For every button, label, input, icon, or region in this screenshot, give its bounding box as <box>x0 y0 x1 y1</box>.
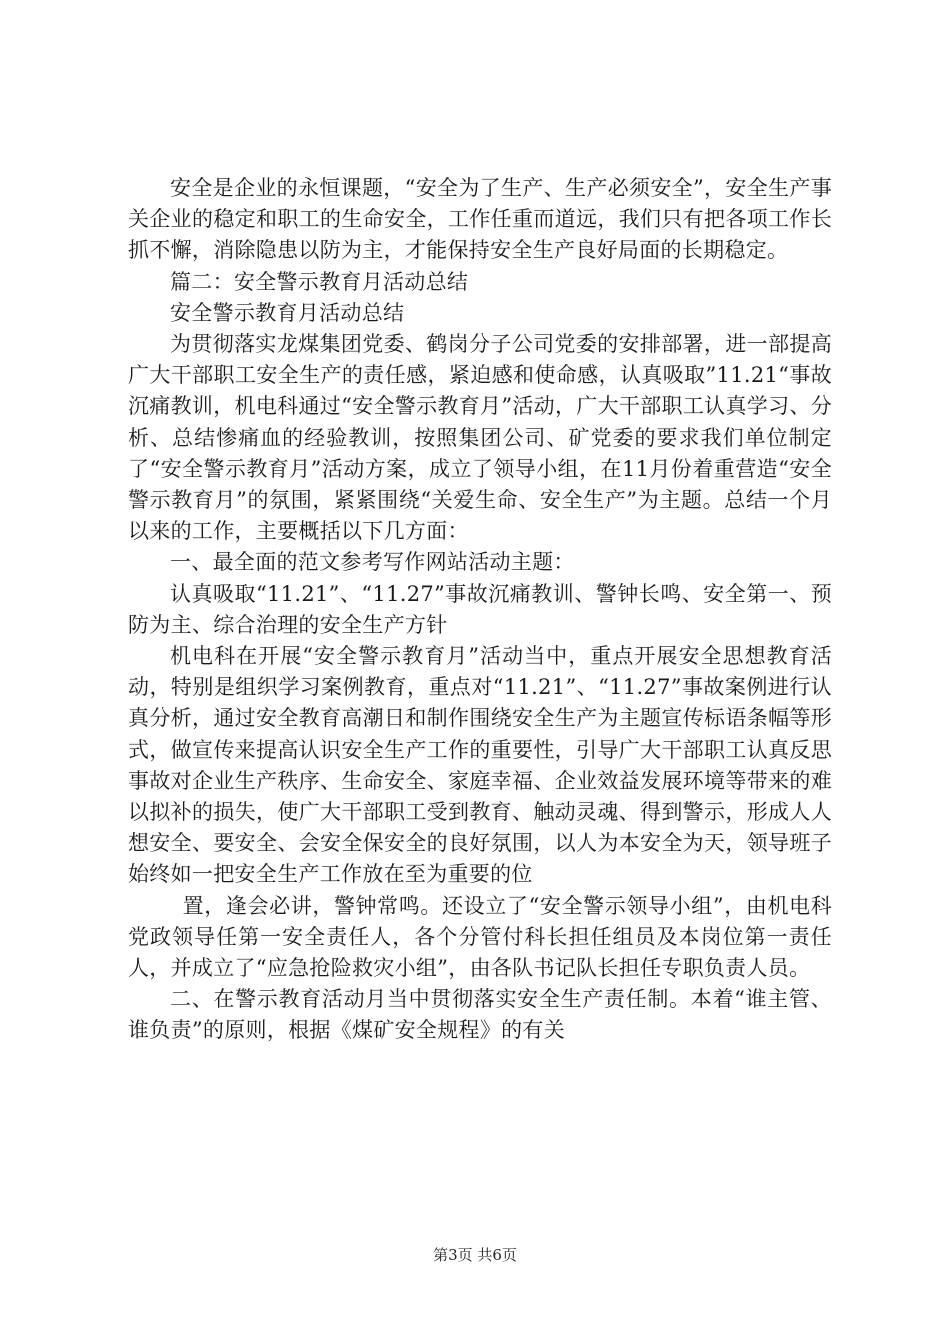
page-number: 第3页 共6页 <box>433 1246 517 1264</box>
paragraph-activities: 机电科在开展“安全警示教育月”活动当中，重点开展安全思想教育活动，特别是组织学习案例教育，重点对“11.21”、“11.27”事故案例进行认真分析，通过安全教育高潮日和制作围绕安全生产为主题宣传标语条幅等形式，做宣传来提高认识安全生产工作的重要性，引导广大干部职工认真反思事故对企业生产秩序、生命安全、家庭幸福、企业效益发展环境等带来的难以拟补的损失，使广大干部职工受到教育、触动灵魂、得到警示，形成人人想安全、要安全、会安全保安全的良好氛围，以人为本安全为天，领导班子始终如一把安全生产工作放在至为重要的位 <box>128 644 832 887</box>
paragraph-theme: 认真吸取“11.21”、“11.27”事故沉痛教训、警钟长鸣、安全第一、预防为主、综合治理的安全生产方针 <box>128 581 832 637</box>
subheading-theme: 一、最全面的范文参考写作网站活动主题： <box>170 550 575 575</box>
document-body <box>128 173 832 1047</box>
section-heading: 篇二：安全警示教育月活动总结 <box>170 269 469 294</box>
article-title: 安全警示教育月活动总结 <box>170 300 405 325</box>
page-footer <box>0 1245 950 1265</box>
paragraph-overview: 为贯彻落实龙煤集团党委、鹤岗分子公司党委的安排部署，进一部提高广大干部职工安全生产的责任感，紧迫感和使命感，认真吸取”11.21“事故沉痛教训，机电科通过“安全警示教育月”活动，广大干部职工认真学习、分析、总结惨痛血的经验教训，按照集团公司、矿党委的要求我们单位制定了“安全警示教育月”活动方案，成立了领导小组，在11月份着重营造“安全警示教育月”的氛围，紧紧围绕“关爱生命、安全生产”为主题。总结一个月以来的工作，主要概括以下几方面： <box>128 332 832 544</box>
paragraph-safety-intro: 安全是企业的永恒课题，“安全为了生产、生产必须安全”，安全生产事关企业的稳定和职工的生命安全，工作任重而道远，我们只有把各项工作长抓不懈，消除隐患以防为主，才能保持安全生产良好局面的长期稳定。 <box>128 176 832 263</box>
paragraph-continuation: 置，逢会必讲，警钟常鸣。还设立了“安全警示领导小组”，由机电科党政领导任第一安全责任人，各个分管付科长担任组员及本岗位第一责任人，并成立了“应急抢险救灾小组”，由各队书记队长担任专职负责人员。 <box>128 893 832 981</box>
paragraph-responsibility: 二、在警示教育活动月当中贯彻落实安全生产责任制。本着“谁主管、谁负责”的原则，根据《煤矿安全规程》的有关 <box>128 987 832 1043</box>
